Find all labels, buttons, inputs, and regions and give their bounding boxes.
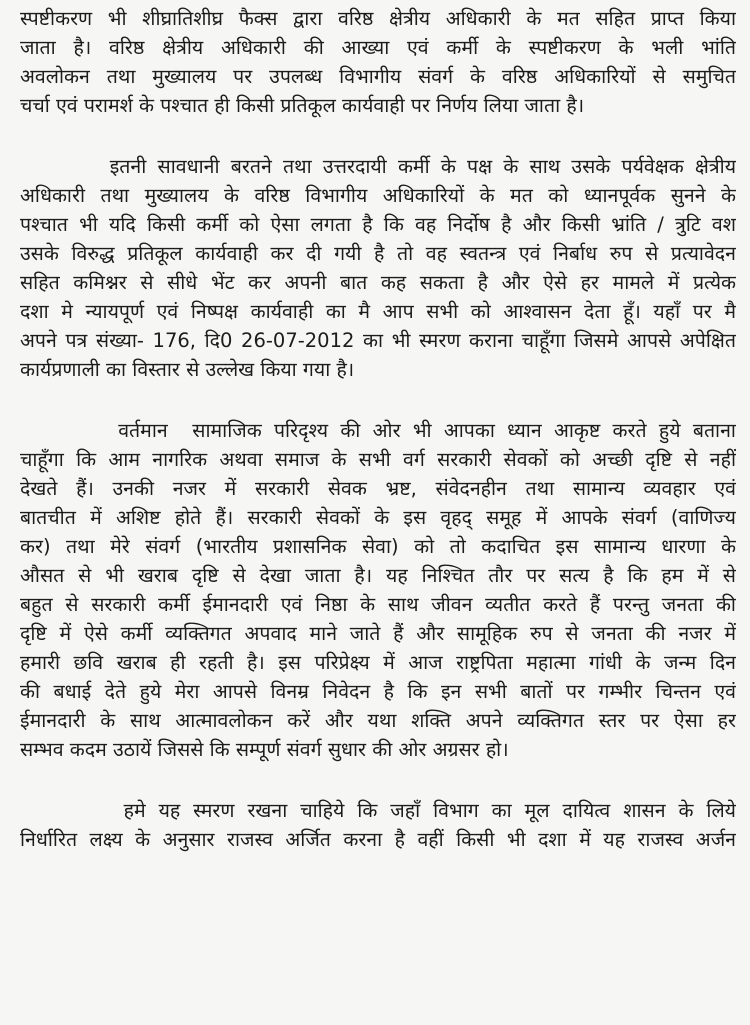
paragraph-1 (20, 4, 736, 120)
paragraph-spacer (20, 120, 736, 152)
text-line: पश्चात भी यदि किसी कर्मी को ऐसा लगता है कि वह निर्दोष है और किसी भ्रांति / त्रुटि वश (20, 213, 736, 236)
text-line: की बधाई देते हुये मेरा आपसे विनम्र निवेदन है कि इन सभी बातों पर गम्भीर चिन्तन एवं (20, 680, 736, 703)
paragraph-spacer (20, 764, 736, 796)
text-line: चाहूँगा कि आम नागरिक अथवा समाज के सभी वर्ग सरकारी सेवकों को अच्छी दृष्टि से नहीं (20, 448, 736, 471)
text-line: दशा मे न्यायपूर्ण एवं निष्पक्ष कार्यवाही का मै आप सभी को आश्वासन देता हूँ। यहाँ पर मै (20, 300, 736, 323)
text-line: चर्चा एवं परामर्श के पश्चात ही किसी प्रतिकूल कार्यवाही पर निर्णय लिया जाता है। (20, 94, 585, 117)
text-line: कर) तथा मेरे संवर्ग (भारतीय प्रशासनिक सेवा) को तो कदाचित इस सामान्य धारणा के (20, 535, 736, 558)
paragraph-4 (20, 796, 736, 854)
text-line: बहुत से सरकारी कर्मी ईमानदारी एवं निष्ठा के साथ जीवन व्यतीत करते हैं परन्तु जनता की (20, 593, 736, 616)
text-line: अधिकारी तथा मुख्यालय के वरिष्ठ विभागीय अधिकारियों के मत को ध्यानपूर्वक सुनने के (20, 184, 736, 207)
paragraph-2 (20, 152, 736, 384)
text-line: स्पष्टीकरण भी शीघ्रातिशीघ्र फैक्स द्वारा वरिष्ठ क्षेत्रीय अधिकारी के मत सहित प्राप्त किया (20, 7, 736, 30)
text-line: जाता है। वरिष्ठ क्षेत्रीय अधिकारी की आख्या एवं कर्मी के स्पष्टीकरण के भली भांति (20, 36, 736, 59)
paragraph-3 (20, 416, 736, 764)
paragraph-spacer (20, 384, 736, 416)
text-line: निर्धारित लक्ष्य के अनुसार राजस्व अर्जित करना है वहीं किसी भी दशा में यह राजस्व अर्जन (20, 828, 736, 851)
text-line: कार्यप्रणाली का विस्तार से उल्लेख किया गया है। (20, 358, 355, 381)
text-line: अपने पत्र संख्या- 176, दि0 26-07-2012 का भी स्मरण कराना चाहूँगा जिसमे आपसे अपेक्षित (20, 329, 736, 352)
text-line: औसत से भी खराब दृष्टि से देखा जाता है। यह निश्चित तौर पर सत्य है कि हम में से (20, 564, 736, 587)
text-line: हमे यह स्मरण रखना चाहिये कि जहाँ विभाग का मूल दायित्व शासन के लिये (20, 799, 736, 822)
text-line: इतनी सावधानी बरतने तथा उत्तरदायी कर्मी के पक्ष के साथ उसके पर्यवेक्षक क्षेत्रीय (20, 155, 736, 178)
text-line: बातचीत में अशिष्ट होते हैं। सरकारी सेवकों के इस वृहद् समूह में आपके संवर्ग (वाणिज्य (20, 506, 736, 529)
text-line: हमारी छवि खराब ही रहती है। इस परिप्रेक्ष्य में आज राष्ट्रपिता महात्मा गांधी के जन्म दिन (20, 651, 736, 674)
text-line: उसके विरुद्ध प्रतिकूल कार्यवाही कर दी गयी है तो वह स्वतन्त्र एवं निर्बाध रुप से प्रत्यावेदन (20, 242, 736, 265)
text-line: सम्भव कदम उठायें जिससे कि सम्पूर्ण संवर्ग सुधार की ओर अग्रसर हो। (20, 738, 509, 761)
text-line: दृष्टि में ऐसे कर्मी व्यक्तिगत अपवाद माने जाते हैं और सामूहिक रुप से जनता की नजर में (20, 622, 736, 645)
text-line: वर्तमान सामाजिक परिदृश्य की ओर भी आपका ध्यान आकृष्ट करते हुये बताना (20, 419, 736, 442)
text-line: ईमानदारी के साथ आत्मावलोकन करें और यथा शक्ति अपने व्यक्तिगत स्तर पर ऐसा हर (20, 709, 736, 732)
text-line: सहित कमिश्नर से सीधे भेंट कर अपनी बात कह सकता है और ऐसे हर मामले में प्रत्येक (20, 271, 736, 294)
text-line: अवलोकन तथा मुख्यालय पर उपलब्ध विभागीय संवर्ग के वरिष्ठ अधिकारियों से समुचित (20, 65, 736, 88)
text-line: देखते हैं। उनकी नजर में सरकारी सेवक भ्रष्ट, संवेदनहीन तथा सामान्य व्यवहार एवं (20, 477, 736, 500)
